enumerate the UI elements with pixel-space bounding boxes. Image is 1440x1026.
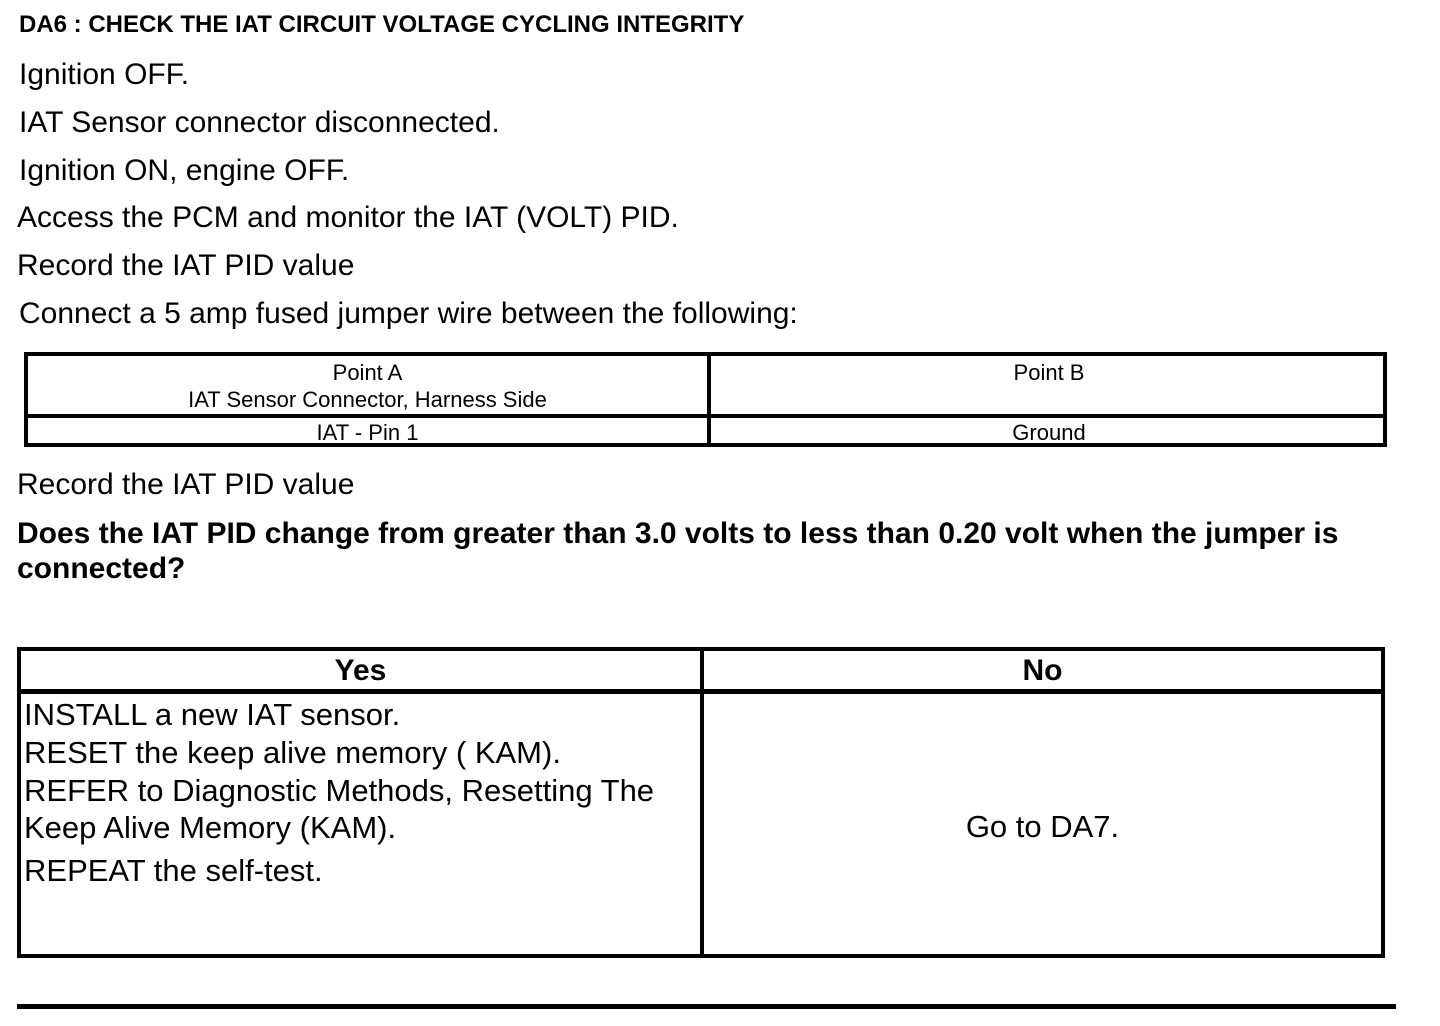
- point-a-header-cell: [28, 359, 707, 413]
- bottom-divider: [17, 1004, 1396, 1009]
- table-divider: [21, 689, 1381, 694]
- step-connect-jumper: Connect a 5 amp fused jumper wire between the following:: [19, 297, 798, 330]
- yes-action-repeat: REPEAT the self-test.: [24, 853, 323, 888]
- page-title: DA6 : CHECK THE IAT CIRCUIT VOLTAGE CYCLING INTEGRITY: [19, 11, 745, 38]
- table-divider: [28, 414, 1383, 418]
- point-a-value: IAT - Pin 1: [316, 420, 419, 445]
- step-ignition-off: Ignition OFF.: [19, 58, 190, 91]
- step-access-pcm: Access the PCM and monitor the IAT (VOLT) PID.: [17, 201, 679, 234]
- jumper-connection-table: [24, 352, 1387, 447]
- point-b-header: Point B: [1013, 360, 1085, 385]
- no-action: Go to DA7.: [965, 809, 1120, 844]
- step-record-pid: Record the IAT PID value: [17, 249, 355, 282]
- yes-action-refer: REFER to Diagnostic Methods, Resetting The: [24, 773, 655, 808]
- step-record-pid-again: Record the IAT PID value: [17, 468, 355, 501]
- yes-action-refer-cont: Keep Alive Memory (KAM).: [24, 810, 397, 845]
- diagnostic-question: Does the IAT PID change from greater than 3.0 volts to less than 0.20 volt when the jumper is connected?: [17, 517, 1339, 585]
- point-b-value: Ground: [1012, 420, 1086, 445]
- yes-header: Yes: [334, 654, 387, 687]
- yes-action-install: INSTALL a new IAT sensor.: [24, 697, 401, 732]
- point-a-subheader: IAT Sensor Connector, Harness Side: [188, 387, 547, 412]
- no-header: No: [1022, 654, 1063, 687]
- table-divider: [700, 651, 704, 954]
- decision-table: [17, 647, 1385, 958]
- step-ignition-on: Ignition ON, engine OFF.: [19, 154, 350, 187]
- yes-action-reset: RESET the keep alive memory ( KAM).: [24, 735, 561, 770]
- point-a-header: Point A: [332, 360, 403, 385]
- step-connector-disconnected: IAT Sensor connector disconnected.: [19, 106, 500, 139]
